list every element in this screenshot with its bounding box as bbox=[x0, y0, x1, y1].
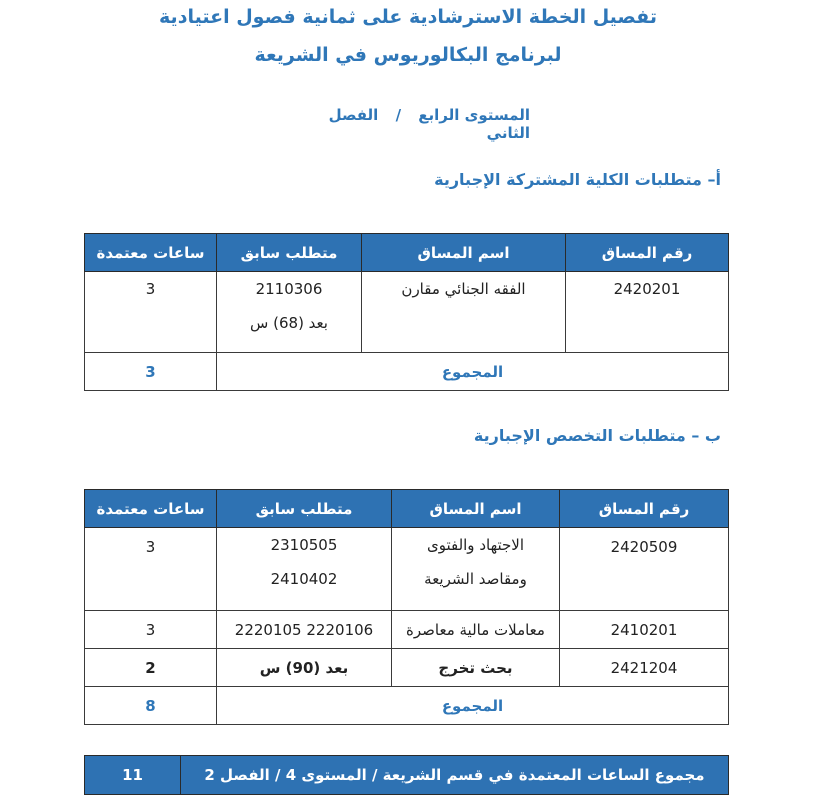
program-subtitle: لبرنامج البكالوريوس في الشريعة bbox=[254, 44, 562, 66]
level-label: المستوى الرابع bbox=[418, 106, 530, 124]
col-course-name: اسم المساق bbox=[362, 234, 566, 272]
course-name: بحث تخرج bbox=[392, 649, 560, 687]
course-name: معاملات مالية معاصرة bbox=[392, 611, 560, 649]
prerequisite-line: بعد (68) س bbox=[250, 314, 328, 332]
summary-value: 11 bbox=[85, 756, 181, 795]
course-number: 2421204 bbox=[560, 649, 729, 687]
credit-hours: 3 bbox=[85, 272, 217, 353]
credit-hours: 3 bbox=[85, 528, 217, 611]
table-header-row bbox=[85, 490, 729, 528]
prerequisite-line: 2310505 bbox=[270, 536, 338, 554]
prerequisite: بعد (90) س bbox=[217, 649, 392, 687]
course-name: الفقه الجنائي مقارن bbox=[362, 272, 566, 353]
col-course-number: رقم المساق bbox=[560, 490, 729, 528]
total-value: 8 bbox=[85, 687, 217, 725]
section-b-table bbox=[84, 489, 729, 725]
total-value: 3 bbox=[85, 353, 217, 391]
summary-label: مجموع الساعات المعتمدة في قسم الشريعة / المستوى 4 / الفصل 2 bbox=[181, 756, 729, 795]
page-title: تفصيل الخطة الاسترشادية على ثمانية فصول اعتيادية bbox=[159, 6, 657, 28]
total-label: المجموع bbox=[217, 687, 729, 725]
col-credit-hours: ساعات معتمدة bbox=[85, 490, 217, 528]
semester-label: الفصل الثاني bbox=[328, 106, 530, 142]
course-number: 2420201 bbox=[566, 272, 729, 353]
course-name bbox=[392, 528, 560, 611]
total-row bbox=[85, 353, 729, 391]
credit-hours: 3 bbox=[85, 611, 217, 649]
prerequisite: 2220106 2220105 bbox=[217, 611, 392, 649]
section-a-title: أ– متطلبات الكلية المشتركة الإجبارية bbox=[434, 170, 721, 189]
separator: / bbox=[395, 106, 402, 124]
prerequisite bbox=[217, 272, 362, 353]
table-row bbox=[85, 611, 729, 649]
course-name-line: ومقاصد الشريعة bbox=[424, 570, 527, 588]
course-number: 2420509 bbox=[560, 528, 729, 611]
summary-table bbox=[84, 755, 729, 795]
col-prerequisite: متطلب سابق bbox=[217, 234, 362, 272]
total-label: المجموع bbox=[217, 353, 729, 391]
total-row bbox=[85, 687, 729, 725]
table-row bbox=[85, 272, 729, 353]
col-course-name: اسم المساق bbox=[392, 490, 560, 528]
section-a-table bbox=[84, 233, 729, 391]
course-name-line: الاجتهاد والفتوى bbox=[426, 536, 525, 554]
section-b-title: ب – متطلبات التخصص الإجبارية bbox=[473, 426, 721, 445]
credit-hours: 2 bbox=[85, 649, 217, 687]
table-header-row bbox=[85, 234, 729, 272]
level-semester-heading bbox=[290, 106, 530, 142]
table-row bbox=[85, 649, 729, 687]
summary-row bbox=[85, 756, 729, 795]
prerequisite-line: 2410402 bbox=[270, 570, 338, 588]
prerequisite bbox=[217, 528, 392, 611]
prerequisite-line: 2110306 bbox=[255, 280, 323, 298]
course-number: 2410201 bbox=[560, 611, 729, 649]
col-prerequisite: متطلب سابق bbox=[217, 490, 392, 528]
col-credit-hours: ساعات معتمدة bbox=[85, 234, 217, 272]
col-course-number: رقم المساق bbox=[566, 234, 729, 272]
table-row bbox=[85, 528, 729, 611]
